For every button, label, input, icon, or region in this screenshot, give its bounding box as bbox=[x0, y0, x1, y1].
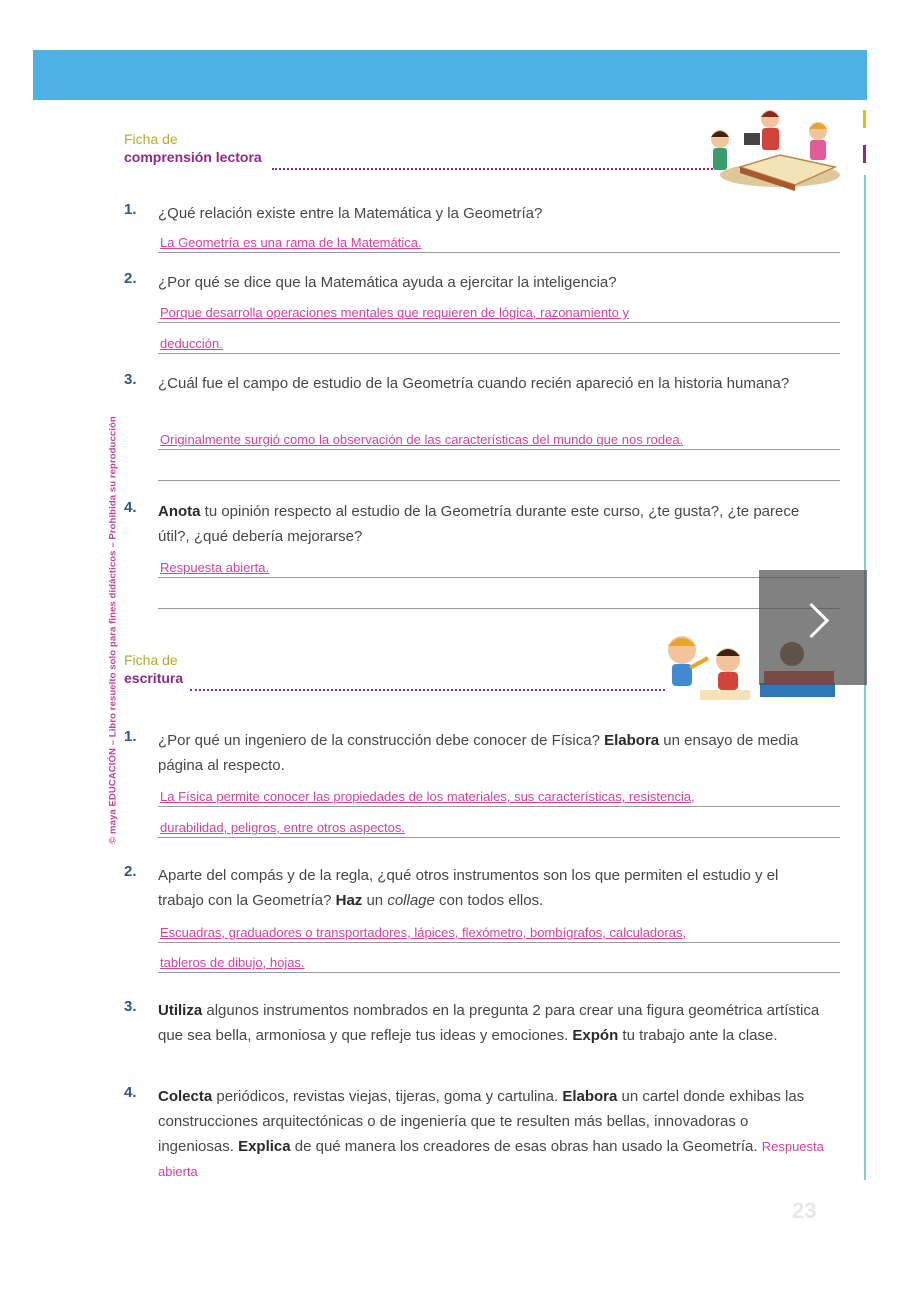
dotted-rule bbox=[272, 168, 720, 170]
answer-text: La Geometría es una rama de la Matemática. bbox=[160, 235, 422, 250]
answer-line[interactable] bbox=[158, 221, 840, 253]
section-title-line2: comprensión lectora bbox=[124, 149, 262, 165]
answer-line[interactable] bbox=[158, 418, 840, 450]
instruction-verb: Elabora bbox=[562, 1088, 618, 1105]
answer-text: tableros de dibujo, hojas. bbox=[160, 955, 305, 970]
kids-reading-illustration bbox=[700, 105, 842, 193]
instruction-verb: Colecta bbox=[158, 1088, 213, 1105]
question-number: 3. bbox=[124, 371, 137, 388]
header-band bbox=[33, 50, 867, 100]
question-number: 1. bbox=[124, 728, 137, 745]
question-text: ¿Cuál fue el campo de estudio de la Geometría cuando recién apareció en la historia humana? bbox=[158, 375, 790, 392]
question-body: periódicos, revistas viejas, tijeras, goma y cartulina. bbox=[212, 1088, 563, 1105]
instruction-verb: Utiliza bbox=[158, 1002, 203, 1019]
side-copyright: © maya EDUCACIÓN – Libro resuelto solo para fines didácticos – Prohibida su reproducción bbox=[107, 416, 119, 844]
instruction-verb: Elabora bbox=[604, 732, 660, 749]
dotted-rule bbox=[190, 689, 665, 691]
chevron-right-icon bbox=[794, 603, 829, 638]
instruction-verb: Expón bbox=[572, 1027, 619, 1044]
section-title-line1: Ficha de bbox=[124, 652, 178, 668]
section-title-escritura bbox=[124, 651, 183, 687]
instruction-verb: Haz bbox=[335, 892, 363, 909]
section-title-comprension bbox=[124, 130, 262, 166]
question-body: un cartel donde exhibas las construcciones arquitectónicas o de ingeniería que te resulten más bellas, innovadoras o ingeniosas. bbox=[158, 1088, 805, 1155]
answer-line[interactable] bbox=[158, 577, 840, 609]
answer-text: Escuadras, graduadores o transportadores, lápices, flexómetro, bombígrafos, calculadoras, bbox=[160, 925, 687, 940]
question-number: 1. bbox=[124, 201, 137, 218]
answer-line[interactable] bbox=[158, 775, 840, 807]
question-body: Aparte del compás y de la regla, ¿qué otros instrumentos son los que permiten el estudio y el trabajo con la Geometría? bbox=[158, 867, 779, 909]
question-3 bbox=[124, 371, 824, 396]
question-italic: collage bbox=[387, 892, 435, 909]
question-text bbox=[158, 998, 824, 1048]
next-page-button[interactable] bbox=[759, 570, 867, 685]
answer-line[interactable] bbox=[158, 291, 840, 323]
writing-question-3 bbox=[124, 998, 824, 1048]
writing-question-1 bbox=[124, 728, 824, 778]
instruction-verb: Explica bbox=[238, 1138, 291, 1155]
instruction-verb: Anota bbox=[158, 503, 201, 520]
question-4 bbox=[124, 499, 824, 549]
page-number: 23 bbox=[792, 1198, 817, 1223]
answer-line[interactable] bbox=[158, 449, 840, 481]
question-body: tu opinión respecto al estudio de la Geometría durante este curso, ¿te gusta?, ¿te parece útil?, ¿qué debería mejorarse? bbox=[158, 503, 800, 545]
writing-question-4 bbox=[124, 1084, 824, 1184]
question-number: 4. bbox=[124, 499, 137, 516]
answer-text: durabilidad, peligros, entre otros aspectos. bbox=[160, 820, 405, 835]
answer-line[interactable] bbox=[158, 546, 840, 578]
answer-line[interactable] bbox=[158, 911, 840, 943]
question-body: un ensayo de media página al respecto. bbox=[158, 732, 799, 774]
question-text bbox=[158, 863, 824, 913]
question-number: 4. bbox=[124, 1084, 137, 1101]
question-body: de qué manera los creadores de esas obras han usado la Geometría. bbox=[290, 1138, 758, 1155]
answer-line[interactable] bbox=[158, 322, 840, 354]
answer-text: La Física permite conocer las propiedades de los materiales, sus características, resistencia, bbox=[160, 789, 695, 804]
question-number: 2. bbox=[124, 270, 137, 287]
answer-text: Porque desarrolla operaciones mentales que requieren de lógica, razonamiento y bbox=[160, 305, 630, 320]
answer-line[interactable] bbox=[158, 806, 840, 838]
question-text: ¿Por qué se dice que la Matemática ayuda a ejercitar la inteligencia? bbox=[158, 274, 617, 291]
question-number: 3. bbox=[124, 998, 137, 1015]
question-body: tu trabajo ante la clase. bbox=[618, 1027, 778, 1044]
writing-question-2 bbox=[124, 863, 824, 913]
question-text: ¿Qué relación existe entre la Matemática y la Geometría? bbox=[158, 205, 543, 222]
question-text bbox=[158, 1084, 824, 1184]
question-text bbox=[158, 499, 824, 549]
section-title-line2: escritura bbox=[124, 670, 184, 686]
question-body: ¿Por qué un ingeniero de la construcción debe conocer de Física? bbox=[158, 732, 605, 749]
answer-text: Originalmente surgió como la observación de las características del mundo que nos rodea. bbox=[160, 432, 684, 447]
answer-text: deducción. bbox=[160, 336, 223, 351]
question-text bbox=[158, 728, 824, 778]
question-body: algunos instrumentos nombrados en la pregunta 2 para crear una figura geométrica artística que sea bella, armoniosa y que refleje tus ideas y emociones. bbox=[158, 1002, 820, 1044]
inline-answer: Respuesta abierta bbox=[158, 1139, 824, 1179]
answer-text: Respuesta abierta. bbox=[160, 560, 270, 575]
section-title-line1: Ficha de bbox=[124, 131, 178, 147]
answer-line[interactable] bbox=[158, 941, 840, 973]
margin-marker-yellow bbox=[863, 110, 866, 128]
question-number: 2. bbox=[124, 863, 137, 880]
margin-marker-purple bbox=[863, 145, 866, 163]
question-body: un bbox=[362, 892, 388, 909]
question-body: con todos ellos. bbox=[434, 892, 544, 909]
